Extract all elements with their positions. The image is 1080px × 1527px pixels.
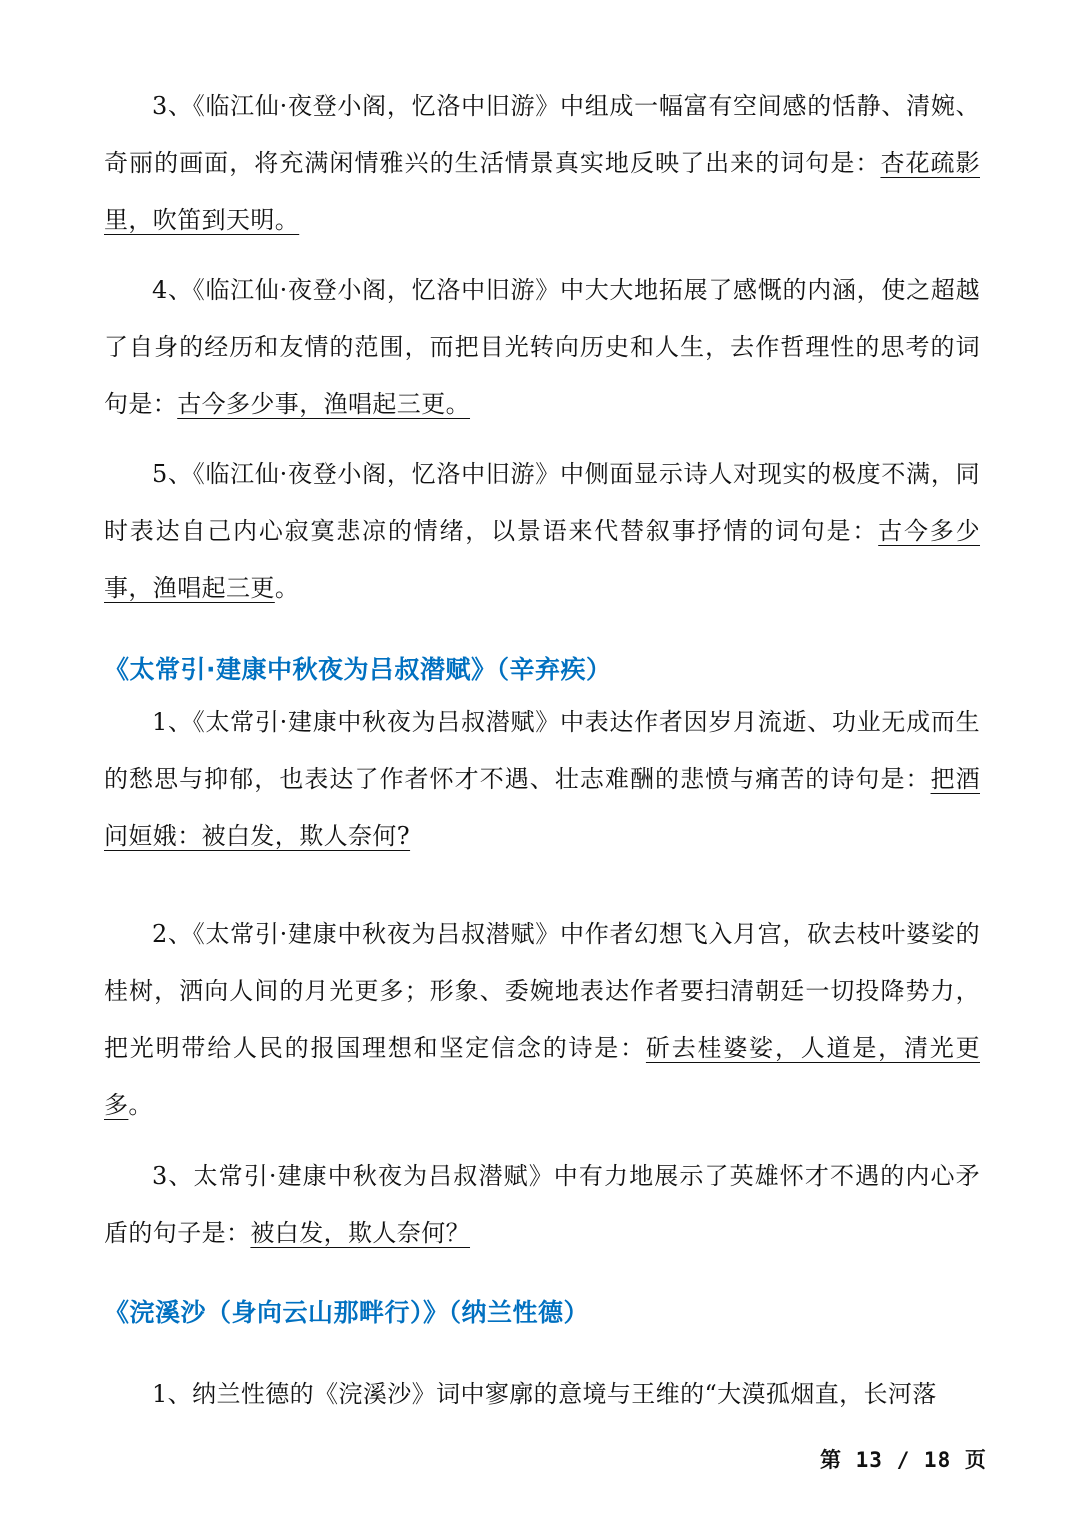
page-number: 第 13 / 18 页 bbox=[820, 1448, 987, 1472]
answer-text: 杏花疏影里，吹笛到天明。 bbox=[104, 149, 980, 234]
section-heading: 《太常引·建康中秋夜为吕叔潜赋》（辛弃疾） bbox=[104, 655, 612, 684]
question-paragraph: 1、《太常引·建康中秋夜为吕叔潜赋》中表达作者因岁月流逝、功业无成而生的愁思与抑郁，也表达了作者怀才不遇、壮志难酬的悲愤与痛苦的诗句是：把酒问姮娥：被白发，欺人奈何? bbox=[104, 708, 980, 850]
question-paragraph: 4、《临江仙·夜登小阁，忆洛中旧游》中大大地拓展了感慨的内涵，使之超越了自身的经历和友情的范围，而把目光转向历史和人生，去作哲理性的思考的词句是：古今多少事，渔唱起三更。 bbox=[104, 276, 980, 418]
question-paragraph: 5、《临江仙·夜登小阁，忆洛中旧游》中侧面显示诗人对现实的极度不满，同时表达自己内心寂寞悲凉的情绪，以景语来代替叙事抒情的词句是：古今多少事，渔唱起三更。 bbox=[104, 460, 980, 602]
answer-text: 把酒问姮娥：被白发，欺人奈何? bbox=[104, 765, 980, 850]
answer-text: 斫去桂婆娑，人道是，清光更多 bbox=[104, 1034, 980, 1119]
section-heading: 《浣溪沙（身向云山那畔行）》（纳兰性德） bbox=[104, 1298, 590, 1327]
question-paragraph: 3、《临江仙·夜登小阁，忆洛中旧游》中组成一幅富有空间感的恬静、清婉、奇丽的画面，将充满闲情雅兴的生活情景真实地反映了出来的词句是：杏花疏影里，吹笛到天明。 bbox=[104, 92, 980, 234]
question-paragraph: 1、纳兰性德的《浣溪沙》词中寥廓的意境与王维的“大漠孤烟直，长河落 bbox=[152, 1380, 937, 1408]
answer-text: 被白发，欺人奈何？ bbox=[250, 1219, 471, 1247]
answer-text: 古今多少事，渔唱起三更。 bbox=[177, 390, 471, 418]
answer-text: 古今多少事，渔唱起三更 bbox=[104, 517, 980, 602]
question-paragraph: 2、《太常引·建康中秋夜为吕叔潜赋》中作者幻想飞入月宫，砍去枝叶婆娑的桂树，洒向人间的月光更多；形象、委婉地表达作者要扫清朝廷一切投降势力，把光明带给人民的报国理想和坚定信念的诗是：斫去桂婆娑，人道是，清光更多。 bbox=[104, 920, 980, 1119]
question-paragraph: 3、太常引·建康中秋夜为吕叔潜赋》中有力地展示了英雄怀才不遇的内心矛盾的句子是：被白发，欺人奈何？ bbox=[104, 1162, 980, 1247]
